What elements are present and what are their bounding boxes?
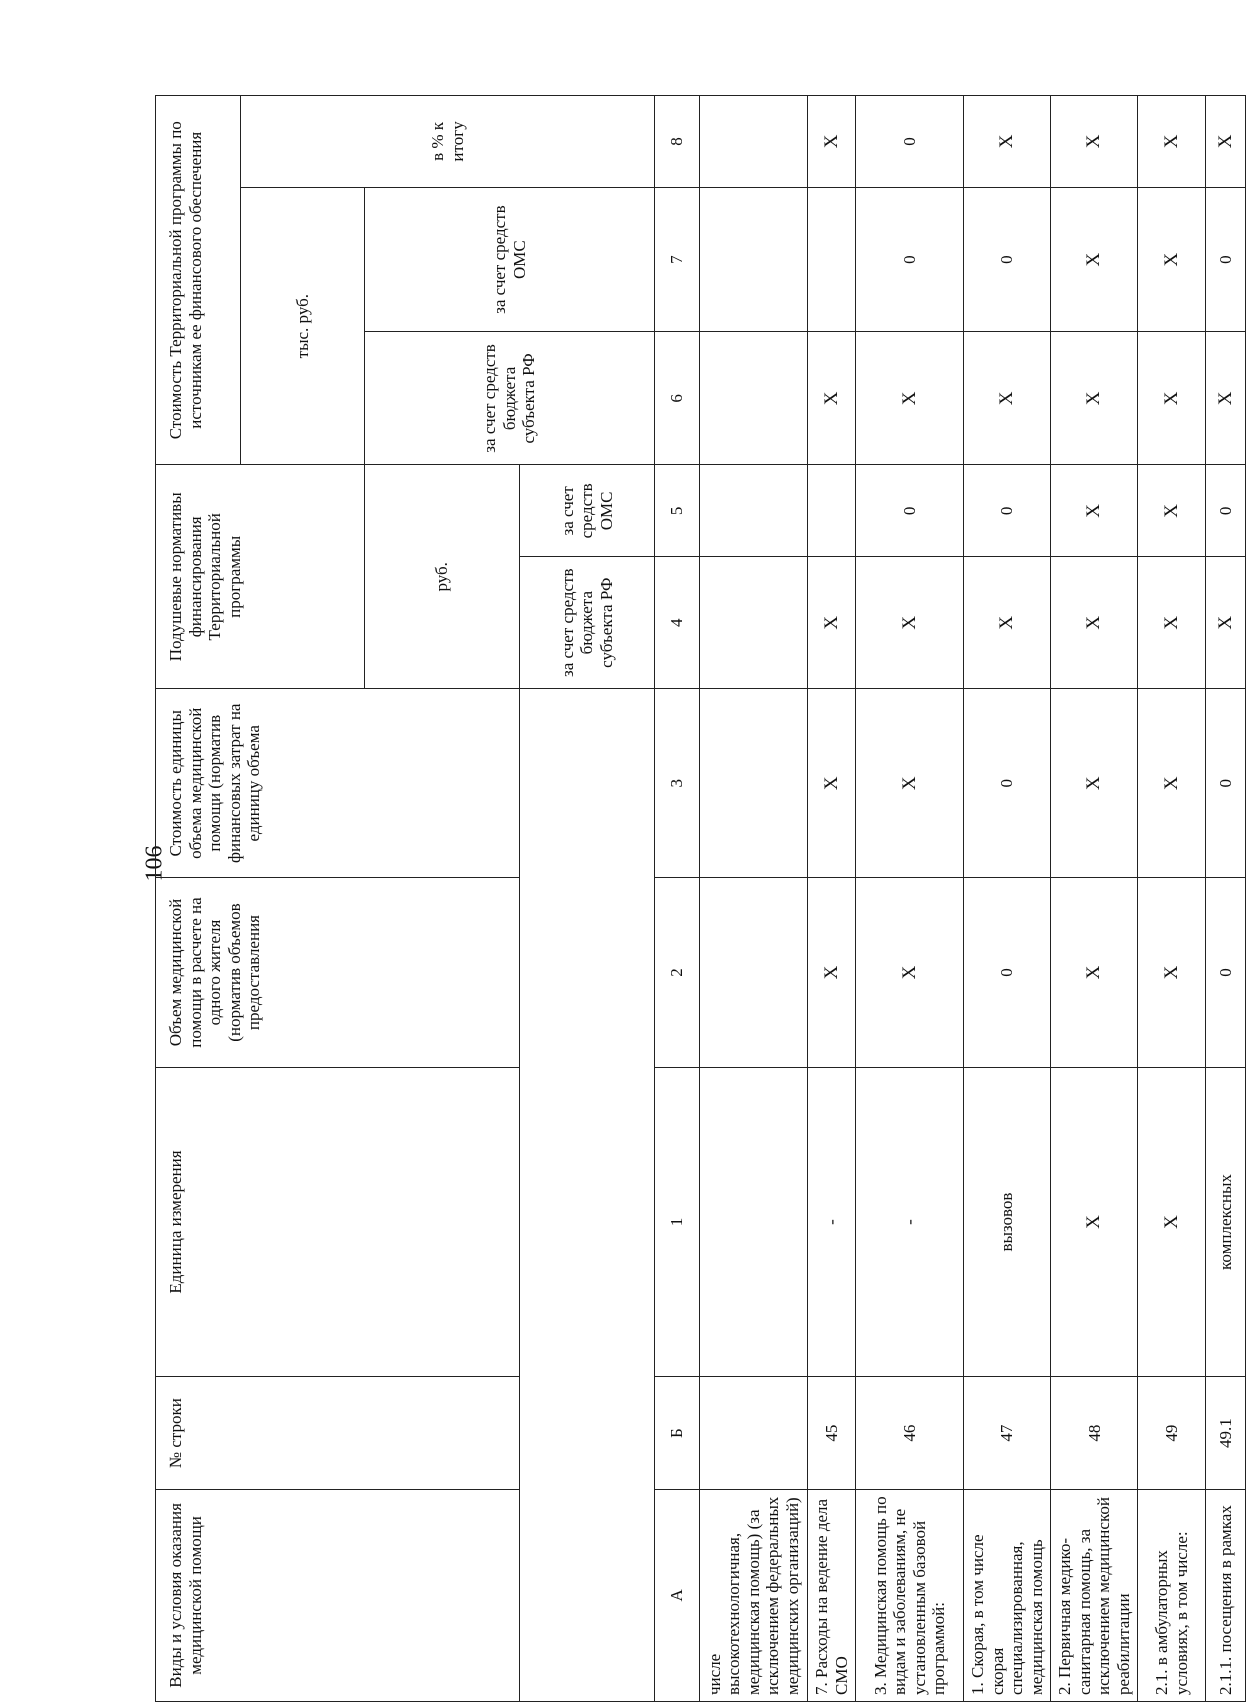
row-cell: Х xyxy=(1138,187,1206,332)
row-cell: Х xyxy=(964,332,1051,465)
row-label: 2. Первичная медико-санитарная помощь, за исключением медицинской реабилитации xyxy=(1051,1489,1138,1701)
row-cell: Х xyxy=(1051,557,1138,689)
header-col-6: за счет средств бюджета субъекта РФ xyxy=(365,332,655,465)
index-cell: 7 xyxy=(655,187,700,332)
row-unit xyxy=(700,1067,808,1377)
row-cell: Х xyxy=(1138,332,1206,465)
index-cell: Б xyxy=(655,1377,700,1489)
row-label: 2.1.1. посещения в рамках xyxy=(1206,1489,1246,1701)
header-col-a: Виды и условия оказания медицинской помощи xyxy=(156,1489,520,1701)
table-rotation-frame xyxy=(155,95,1237,1702)
row-label: числе высокотехнологичная, медицинская помощь) (за исключением федеральных медицинских организаций) xyxy=(700,1489,808,1701)
row-cell: 0 xyxy=(856,187,964,332)
row-cell: Х xyxy=(1051,878,1138,1067)
row-label: 3. Медицинская помощь по видам и заболеваниям, не установленным базовой программой: xyxy=(856,1489,964,1701)
row-cell xyxy=(700,878,808,1067)
row-unit: - xyxy=(808,1067,856,1377)
index-cell: 6 xyxy=(655,332,700,465)
table-row xyxy=(808,96,856,1702)
row-cell: Х xyxy=(964,96,1051,188)
row-cell: Х xyxy=(1138,689,1206,878)
row-cell: Х xyxy=(1051,465,1138,557)
header-spacer xyxy=(520,689,655,1702)
row-cell: 0 xyxy=(1206,689,1246,878)
row-cell: Х xyxy=(1206,96,1246,188)
row-unit: - xyxy=(856,1067,964,1377)
row-number: 47 xyxy=(964,1377,1051,1489)
header-col-1: Единица измерения xyxy=(156,1067,520,1377)
row-number: 48 xyxy=(1051,1377,1138,1489)
row-cell xyxy=(700,465,808,557)
row-cell: Х xyxy=(808,96,856,188)
row-cell: Х xyxy=(808,689,856,878)
row-cell: Х xyxy=(1206,332,1246,465)
row-cell: Х xyxy=(1138,96,1206,188)
index-cell: А xyxy=(655,1489,700,1701)
row-cell: 0 xyxy=(964,878,1051,1067)
row-unit: комплексных xyxy=(1206,1067,1246,1377)
header-col-7: за счет средств ОМС xyxy=(365,187,655,332)
row-cell: 0 xyxy=(964,187,1051,332)
row-cell: Х xyxy=(808,878,856,1067)
table-row xyxy=(856,96,964,1702)
header-tys-rub: тыс. руб. xyxy=(241,187,365,465)
row-cell: Х xyxy=(1051,689,1138,878)
header-col-3: Стоимость единицы объема медицинской помощи (норматив финансовых затрат на единицу объема xyxy=(156,689,520,878)
index-cell: 4 xyxy=(655,557,700,689)
row-cell: Х xyxy=(1138,465,1206,557)
row-cell: 0 xyxy=(1206,465,1246,557)
row-cell: 0 xyxy=(1206,187,1246,332)
table-row xyxy=(1051,96,1138,1702)
row-number: 49.1 xyxy=(1206,1377,1246,1489)
header-col-2: Объем медицинской помощи в расчете на одного жителя (норматив объемов предоставления xyxy=(156,878,520,1067)
row-cell: Х xyxy=(1206,557,1246,689)
row-cell: 0 xyxy=(1206,878,1246,1067)
row-unit: Х xyxy=(1051,1067,1138,1377)
financing-table xyxy=(155,95,1246,1702)
row-cell: Х xyxy=(808,557,856,689)
row-cell: Х xyxy=(964,557,1051,689)
rotated-table-container xyxy=(155,95,1237,1702)
index-cell: 8 xyxy=(655,96,700,188)
row-cell: 0 xyxy=(964,465,1051,557)
row-cell: Х xyxy=(856,557,964,689)
row-label: 2.1. в амбулаторных условиях, в том числе: xyxy=(1138,1489,1206,1701)
row-cell: Х xyxy=(1051,187,1138,332)
row-cell xyxy=(808,465,856,557)
row-cell xyxy=(808,187,856,332)
row-cell: 0 xyxy=(856,96,964,188)
table-row xyxy=(964,96,1051,1702)
header-col-678: Стоимость Территориальной программы по источникам ее финансового обеспечения xyxy=(156,96,241,465)
row-cell xyxy=(700,332,808,465)
page-number: 106 xyxy=(141,845,168,882)
row-cell xyxy=(700,96,808,188)
row-number xyxy=(700,1377,808,1489)
header-col-5: за счет средств ОМС xyxy=(520,465,655,557)
row-cell: Х xyxy=(856,878,964,1067)
row-unit: вызовов xyxy=(964,1067,1051,1377)
row-cell: Х xyxy=(1138,557,1206,689)
row-cell: Х xyxy=(856,332,964,465)
row-cell xyxy=(700,187,808,332)
row-cell: Х xyxy=(808,332,856,465)
row-cell: 0 xyxy=(856,465,964,557)
table-row xyxy=(1138,96,1206,1702)
row-cell: Х xyxy=(856,689,964,878)
row-number: 46 xyxy=(856,1377,964,1489)
row-number: 45 xyxy=(808,1377,856,1489)
index-cell: 3 xyxy=(655,689,700,878)
index-row xyxy=(655,96,700,1702)
row-cell: Х xyxy=(1138,878,1206,1067)
header-col-45: Подушевые нормативы финансирования Территориальной программы xyxy=(156,465,365,689)
row-unit: Х xyxy=(1138,1067,1206,1377)
header-col-4: за счет средств бюджета субъекта РФ xyxy=(520,557,655,689)
row-cell xyxy=(700,557,808,689)
row-cell: Х xyxy=(1051,96,1138,188)
index-cell: 2 xyxy=(655,878,700,1067)
index-cell: 1 xyxy=(655,1067,700,1377)
row-cell: Х xyxy=(1051,332,1138,465)
table-row xyxy=(1206,96,1246,1702)
row-label: 1. Скорая, в том числе скорая специализированная, медицинская помощь xyxy=(964,1489,1051,1701)
table-row xyxy=(700,96,808,1702)
header-col-8: в % к итогу xyxy=(241,96,655,188)
row-number: 49 xyxy=(1138,1377,1206,1489)
header-rub: руб. xyxy=(365,465,520,689)
index-cell: 5 xyxy=(655,465,700,557)
header-col-b: № строки xyxy=(156,1377,520,1489)
row-cell xyxy=(700,689,808,878)
row-cell: 0 xyxy=(964,689,1051,878)
row-label: 7. Расходы на ведение дела СМО xyxy=(808,1489,856,1701)
